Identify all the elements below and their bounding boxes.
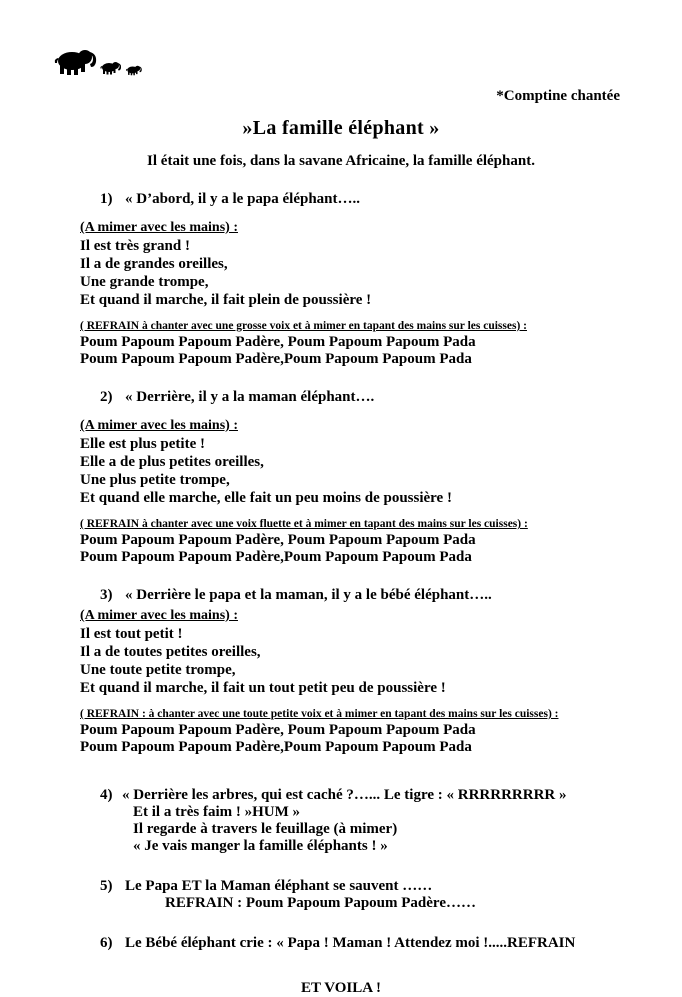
verse-3 bbox=[0, 586, 682, 756]
verse-line: Elle a de plus petites oreilles, bbox=[80, 454, 264, 470]
scene-line: Il regarde à travers le feuillage (à mimer) bbox=[133, 821, 398, 837]
scene-line bbox=[100, 934, 682, 952]
refrain-instruction: ( REFRAIN à chanter avec une voix fluette et à mimer en tapant des mains sur les cuisses) : bbox=[80, 518, 528, 530]
outro-line: ET VOILA ! bbox=[300, 980, 381, 996]
scene-6 bbox=[0, 934, 682, 952]
mime-instruction: (A mimer avec les mains) : bbox=[80, 220, 238, 235]
verse-line: Il est très grand ! bbox=[80, 238, 190, 254]
scene-number: 4) bbox=[100, 787, 113, 803]
refrain-line: Poum Papoum Papoum Padère,Poum Papoum Papoum Pada bbox=[80, 549, 472, 565]
scene-line: REFRAIN : Poum Papoum Papoum Padère…… bbox=[165, 895, 476, 911]
refrain-instruction: ( REFRAIN à chanter avec une grosse voix et à mimer en tapant des mains sur les cuisses) : bbox=[80, 320, 527, 332]
scene-line: Et il a très faim ! »HUM » bbox=[133, 804, 301, 820]
verse-number: 1) bbox=[100, 191, 113, 207]
mime-instruction: (A mimer avec les mains) : bbox=[80, 418, 238, 433]
scene-line-text: Le Bébé éléphant crie : « Papa ! Maman ! Attendez moi !.....REFRAIN bbox=[125, 935, 576, 951]
scene-5 bbox=[0, 877, 682, 912]
scene-line-text: « Derrière les arbres, qui est caché ?…... Le tigre : « RRRRRRRRR » bbox=[122, 787, 567, 803]
verse-line: Il a de toutes petites oreilles, bbox=[80, 644, 261, 660]
scene-number: 5) bbox=[100, 878, 113, 894]
scene-line-text: Le Papa ET la Maman éléphant se sauvent …… bbox=[125, 878, 433, 894]
scene-4 bbox=[0, 786, 682, 855]
refrain-instruction: ( REFRAIN : à chanter avec une toute petite voix et à mimer en tapant des mains sur les cuisses) : bbox=[80, 708, 559, 720]
verse-number: 3) bbox=[100, 587, 113, 603]
verse-heading bbox=[100, 388, 682, 406]
scene-line: « Je vais manger la famille éléphants ! » bbox=[133, 838, 388, 854]
scene-line bbox=[100, 786, 682, 804]
scene-number: 6) bbox=[100, 935, 113, 951]
verse-2 bbox=[0, 388, 682, 566]
refrain-line: Poum Papoum Papoum Padère,Poum Papoum Papoum Pada bbox=[80, 739, 472, 755]
verse-line: Il a de grandes oreilles, bbox=[80, 256, 228, 272]
verse-heading-text: « Derrière, il y a la maman éléphant…. bbox=[125, 389, 375, 405]
verse-heading bbox=[100, 586, 682, 604]
verse-line: Une plus petite trompe, bbox=[80, 472, 230, 488]
refrain-line: Poum Papoum Papoum Padère,Poum Papoum Papoum Pada bbox=[80, 351, 472, 367]
final-scenes bbox=[0, 786, 682, 952]
refrain-line: Poum Papoum Papoum Padère, Poum Papoum Papoum Pada bbox=[80, 722, 476, 738]
verse-line: Elle est plus petite ! bbox=[80, 436, 205, 452]
verse-line: Et quand il marche, il fait plein de poussière ! bbox=[80, 292, 372, 308]
page-title: »La famille éléphant » bbox=[242, 117, 440, 139]
verse-1 bbox=[0, 190, 682, 368]
verse-heading-text: « Derrière le papa et la maman, il y a le bébé éléphant….. bbox=[125, 587, 492, 603]
annotation-comptine: *Comptine chantée bbox=[496, 88, 620, 104]
verse-number: 2) bbox=[100, 389, 113, 405]
verse-line: Une grande trompe, bbox=[80, 274, 209, 290]
elephant-family-icon bbox=[52, 48, 152, 83]
verse-heading bbox=[100, 190, 682, 208]
verse-line: Et quand elle marche, elle fait un peu moins de poussière ! bbox=[80, 490, 452, 506]
mime-instruction: (A mimer avec les mains) : bbox=[80, 608, 238, 623]
refrain-line: Poum Papoum Papoum Padère, Poum Papoum Papoum Pada bbox=[80, 334, 476, 350]
intro-line: Il était une fois, dans la savane Africaine, la famille éléphant. bbox=[147, 153, 535, 169]
refrain-line: Poum Papoum Papoum Padère, Poum Papoum Papoum Pada bbox=[80, 532, 476, 548]
scene-line bbox=[100, 877, 682, 895]
verse-line: Et quand il marche, il fait un tout petit peu de poussière ! bbox=[80, 680, 446, 696]
verse-line: Il est tout petit ! bbox=[80, 626, 183, 642]
verse-line: Une toute petite trompe, bbox=[80, 662, 236, 678]
verse-heading-text: « D’abord, il y a le papa éléphant….. bbox=[125, 191, 361, 207]
